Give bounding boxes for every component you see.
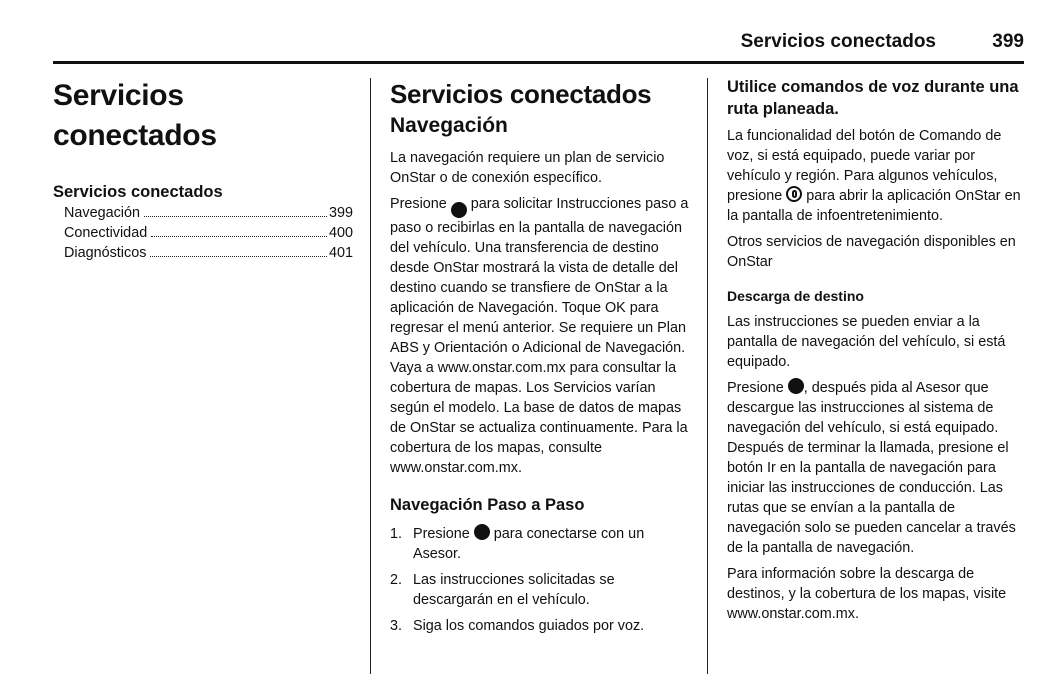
text-span: para conectarse con un Asesor. xyxy=(413,526,645,562)
step-text: Las instrucciones solicitadas se descargarán en el vehículo. xyxy=(413,572,615,608)
subheading: Utilice comandos de voz durante una ruta planeada. xyxy=(727,78,1019,118)
toc-leader xyxy=(150,256,327,257)
subheading: Descarga de destino xyxy=(727,288,864,304)
toc-item-navegacion[interactable] xyxy=(64,203,353,223)
table-of-contents xyxy=(53,203,353,263)
paragraph xyxy=(727,126,1027,226)
voice-command-icon xyxy=(786,186,802,202)
column-3 xyxy=(727,72,1027,630)
step-number: 1. xyxy=(390,526,403,542)
onstar-icon xyxy=(788,378,804,394)
text-span: Presione xyxy=(727,380,788,396)
toc-page: 400 xyxy=(328,225,353,241)
toc-item-conectividad[interactable] xyxy=(64,223,353,243)
header-section-title: Servicios conectados xyxy=(740,31,936,52)
column-divider-2 xyxy=(707,78,708,674)
toc-leader xyxy=(144,216,327,217)
text-span: para solicitar Instrucciones paso a paso o recibirlas en la pantalla de navegación del vehículo. Una transferencia de destino desde OnStar mostrará la vista de detalle del destino cuando se transfiere de OnStar a la aplicación de Navegación. Toque OK para regresar el menú anterior. Se requiere un Plan ABS y Orientación o Adicional de Navegación. Vaya a www.onstar.com.mx para consultar la cobertura de mapas. Los Servicios varían según el modelo. La base de datos de mapas de OnStar se actualiza continuamente. Para la cobertura de los mapas, consulte www.onstar.com.mx. xyxy=(390,196,689,476)
header-page-number: 399 xyxy=(992,31,1024,52)
text-span: La funcionalidad del botón de Comando de voz, si está equipado, puede variar por vehículo y región. Para algunos vehículos, presione xyxy=(727,128,1002,204)
header-rule xyxy=(53,61,1024,64)
step-number: 3. xyxy=(390,618,403,634)
toc-item-diagnosticos[interactable] xyxy=(64,243,353,263)
text-span: Presione xyxy=(413,526,474,542)
chapter-title: Servicios conectados xyxy=(53,79,217,152)
section-subtitle: Navegación xyxy=(390,114,508,137)
column-divider-1 xyxy=(370,78,371,674)
running-header xyxy=(0,0,1054,62)
text-span: , después pida al Asesor que descargue las instrucciones al sistema de navegación del vehículo, si está equipado. Después de terminar la llamada, presione el botón Ir en la pantalla de navegación para iniciar las instrucciones de conducción. Las rutas que se envían a la pantalla de navegación solo se pueden cancelar a través de la pantalla de navegación. xyxy=(727,380,1016,556)
paragraph: Otros servicios de navegación disponibles en OnStar xyxy=(727,234,1016,270)
step-text xyxy=(413,524,690,564)
onstar-icon xyxy=(451,202,467,218)
toc-page: 399 xyxy=(328,205,353,221)
toc-label: Conectividad xyxy=(64,225,148,241)
paragraph: La navegación requiere un plan de servicio OnStar o de conexión específico. xyxy=(390,150,665,186)
paragraph: Para información sobre la descarga de destinos, y la cobertura de los mapas, visite www.onstar.com.mx. xyxy=(727,566,1007,622)
step-item xyxy=(390,616,690,636)
toc-label: Diagnósticos xyxy=(64,245,147,261)
column-2 xyxy=(390,72,690,642)
step-item xyxy=(390,570,690,610)
onstar-icon xyxy=(474,524,490,540)
step-list xyxy=(390,524,690,636)
paragraph xyxy=(390,194,690,478)
section-title: Servicios conectados xyxy=(390,79,652,109)
toc-label: Navegación xyxy=(64,205,141,221)
step-item xyxy=(390,524,690,564)
step-text: Siga los comandos guiados por voz. xyxy=(413,618,645,634)
subheading: Navegación Paso a Paso xyxy=(390,496,585,514)
text-span: Presione xyxy=(390,196,451,212)
toc-heading: Servicios conectados xyxy=(53,183,223,201)
column-1 xyxy=(53,72,353,263)
paragraph: Las instrucciones se pueden enviar a la pantalla de navegación del vehículo, si está equipado. xyxy=(727,314,1006,370)
step-number: 2. xyxy=(390,572,403,588)
toc-leader xyxy=(151,236,327,237)
paragraph xyxy=(727,378,1027,558)
text-span: para abrir la aplicación OnStar en la pantalla de infoentretenimiento. xyxy=(727,188,1021,224)
toc-page: 401 xyxy=(328,245,353,261)
